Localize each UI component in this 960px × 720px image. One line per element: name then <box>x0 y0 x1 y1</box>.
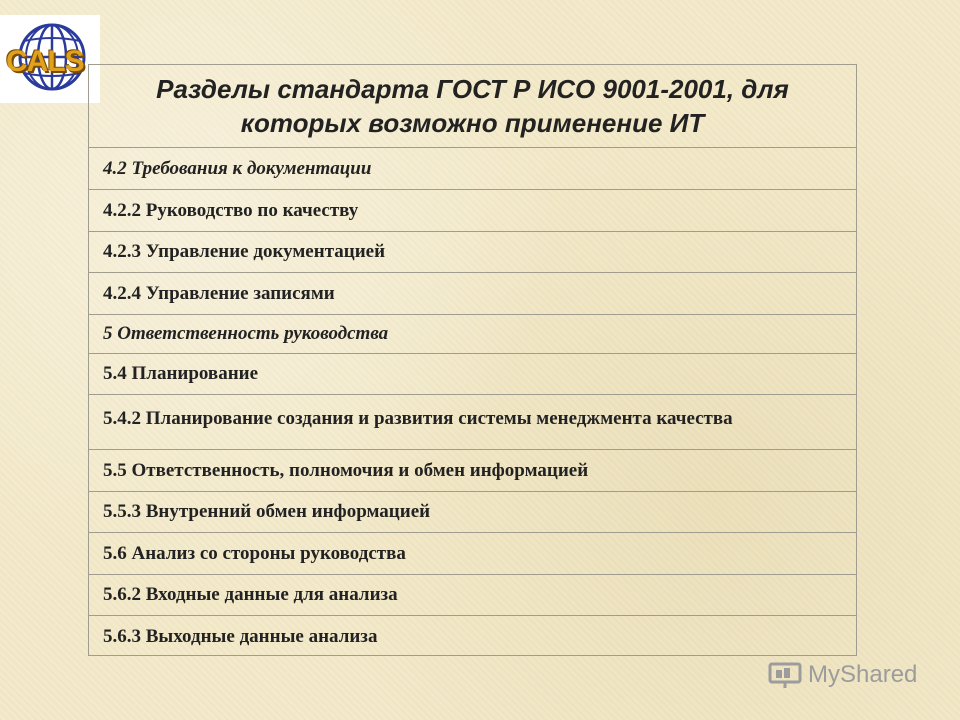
table-row: 4.2.3 Управление документацией <box>89 232 856 273</box>
table-row: 5.5.3 Внутренний обмен информацией <box>89 492 856 533</box>
table-row: 4.2 Требования к документации <box>89 148 856 190</box>
presentation-icon <box>768 660 802 690</box>
table-row: 5.4 Планирование <box>89 354 856 395</box>
table-row: 5.6.2 Входные данные для анализа <box>89 575 856 616</box>
table-row: 5.6 Анализ со стороны руководства <box>89 533 856 575</box>
table-row: 5.4.2 Планирование создания и развития системы менеджмента качества <box>89 395 856 450</box>
logo-text: CALS <box>6 45 84 78</box>
table-row: 5 Ответственность руководства <box>89 315 856 354</box>
table-row: 4.2.4 Управление записями <box>89 273 856 315</box>
sections-table <box>88 64 857 656</box>
table-row: 4.2.2 Руководство по качеству <box>89 190 856 232</box>
table-title: Разделы стандарта ГОСТ Р ИСО 9001-2001, для которых возможно применение ИТ <box>89 65 856 148</box>
table-row: 5.5 Ответственность, полномочия и обмен информацией <box>89 450 856 492</box>
watermark-text: MyShared <box>808 661 918 688</box>
table-row: 5.6.3 Выходные данные анализа <box>103 625 378 647</box>
cals-logo <box>0 15 100 103</box>
myshared-watermark <box>768 656 928 694</box>
